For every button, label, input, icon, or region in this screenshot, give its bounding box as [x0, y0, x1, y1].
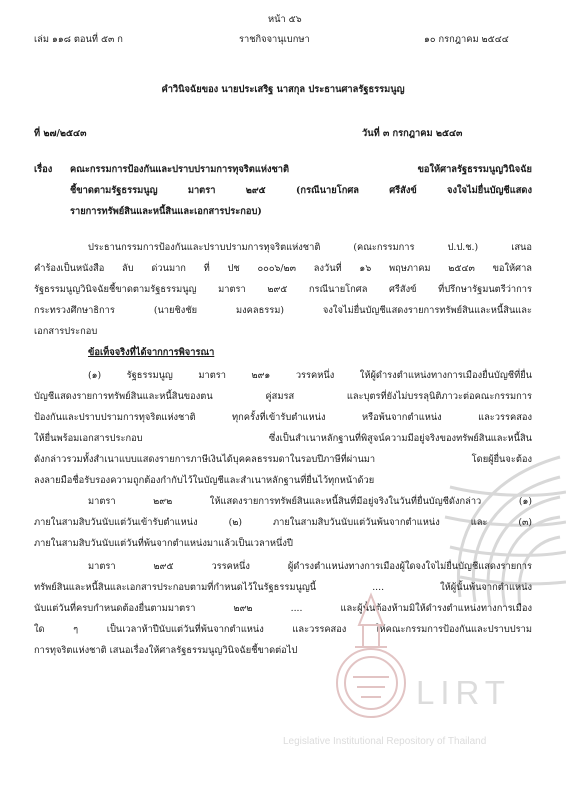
- body-line: ประธานกรรมการป้องกันและปราบปรามการทุจริตแห่งชาติ (คณะกรรมการ ป.ป.ช.) เสนอ: [88, 242, 532, 253]
- document-title: คำวินิจฉัยของ นายประเสริฐ นาสกุล ประธานศาลรัฐธรรมนูญ: [161, 84, 405, 95]
- body-line: ลงลายมือชื่อรับรองความถูกต้องกำกับไว้ในบัญชีและสำเนาหลักฐานที่ยื่นไว้ทุกหน้าด้วย: [34, 475, 375, 486]
- watermark-subtitle: Legislative Institutional Repository of Thailand: [283, 736, 487, 747]
- case-number: ที่ ๒๗/๒๕๔๓: [34, 128, 87, 139]
- body-line: มาตรา ๒๙๒ ให้แสดงรายการทรัพย์สินและหนี้สินที่มีอยู่จริงในวันที่ยื่นบัญชีดังกล่าว (๑): [88, 496, 532, 507]
- facts-heading: ข้อเท็จจริงที่ได้จากการพิจารณา: [88, 347, 215, 358]
- body-line: ดังกล่าวรวมทั้งสำเนาแบบแสดงรายการภาษีเงินได้บุคคลธรรมดาในรอบปีภาษีที่ผ่านมา โดยผู้ยื่นจะต้อง: [34, 454, 532, 465]
- body-line: ให้ยื่นพร้อมเอกสารประกอบ ซึ่งเป็นสำเนาหลักฐานที่พิสูจน์ความมีอยู่จริงของทรัพย์สินและหนี้สิน: [34, 433, 532, 444]
- body-line: คำร้องเป็นหนังสือ ลับ ด่วนมาก ที่ ปช ๐๐๐๖/๒๓ ลงวันที่ ๑๖ พฤษภาคม ๒๕๔๓ ขอให้ศาล: [34, 263, 532, 274]
- body-line: ภายในสามสิบวันนับแต่วันที่พ้นจากตำแหน่งมาแล้วเป็นเวลาหนึ่งปี: [34, 538, 293, 549]
- body-line: กระทรวงศึกษาธิการ (นายชิงชัย มงคลธรรม) จงใจไม่ยื่นบัญชีแสดงรายการทรัพย์สินและหนี้สินและ: [34, 305, 532, 316]
- body-line: ทรัพย์สินและหนี้สินและเอกสารประกอบตามที่กำหนดไว้ในรัฐธรรมนูญนี้ .... ให้ผู้นั้นพ้นจากตำแหน่ง: [34, 582, 532, 593]
- subject-line: ชี้ขาดตามรัฐธรรมนูญ มาตรา ๒๙๕ (กรณีนายโกศล ศรีสังข์ จงใจไม่ยื่นบัญชีแสดง: [70, 185, 532, 196]
- watermark-brand: LIRT: [416, 674, 511, 711]
- body-line: รัฐธรรมนูญวินิจฉัยชี้ขาดตามรัฐธรรมนูญ มาตรา ๒๙๕ กรณีนายโกศล ศรีสังข์ ที่ปรึกษารัฐมนตรีว่าการ: [34, 284, 532, 295]
- body-line: มาตรา ๒๙๕ วรรคหนึ่ง ผู้ดำรงตำแหน่งทางการเมืองผู้ใดจงใจไม่ยื่นบัญชีแสดงรายการ: [88, 561, 532, 572]
- gazette-name: ราชกิจจานุเบกษา: [239, 34, 310, 45]
- body-line: ป้องกันและปราบปรามการทุจริตแห่งชาติ ทุกครั้งที่เข้ารับตำแหน่ง หรือพ้นจากตำแหน่ง และวรรคสอง: [34, 412, 532, 423]
- body-line: ภายในสามสิบวันนับแต่วันเข้ารับตำแหน่ง (๒) ภายในสามสิบวันนับแต่วันพ้นจากตำแหน่ง และ (๓): [34, 517, 532, 528]
- page-number: หน้า ๕๖: [268, 14, 302, 25]
- body-line: เอกสารประกอบ: [34, 326, 98, 337]
- case-date: วันที่ ๓ กรกฎาคม ๒๕๔๓: [362, 128, 463, 139]
- body-line: (๑) รัฐธรรมนูญ มาตรา ๒๙๑ วรรคหนึ่ง ให้ผู้ดำรงตำแหน่งทางการเมืองยื่นบัญชีที่ยื่น: [88, 370, 532, 381]
- subject-line: รายการทรัพย์สินและหนี้สินและเอกสารประกอบ): [70, 206, 262, 217]
- subject-label: เรื่อง: [34, 164, 53, 175]
- gazette-date: ๑๐ กรกฎาคม ๒๕๔๔: [424, 34, 509, 45]
- body-line: บัญชีแสดงรายการทรัพย์สินและหนี้สินของตน คู่สมรส และบุตรที่ยังไม่บรรลุนิติภาวะต่อคณะกรรมการ: [34, 391, 532, 402]
- body-line: ใด ๆ เป็นเวลาห้าปีนับแต่วันที่พ้นจากตำแหน่ง และวรรคสอง ให้คณะกรรมการป้องกันและปราบปราม: [34, 624, 532, 635]
- body-line: นับแต่วันที่ครบกำหนดต้องยื่นตามมาตรา ๒๙๒ .... และผู้นั้นต้องห้ามมิให้ดำรงตำแหน่งทางการเมือง: [34, 603, 532, 614]
- parliament-logo-icon: [333, 585, 409, 735]
- body-line: การทุจริตแห่งชาติ เสนอเรื่องให้ศาลรัฐธรรมนูญวินิจฉัยชี้ขาดต่อไป: [34, 645, 298, 656]
- subject-line: คณะกรรมการป้องกันและปราบปรามการทุจริตแห่งชาติ ขอให้ศาลรัฐธรรมนูญวินิจฉัย: [70, 164, 532, 175]
- gazette-volume: เล่ม ๑๑๘ ตอนที่ ๕๓ ก: [34, 34, 123, 45]
